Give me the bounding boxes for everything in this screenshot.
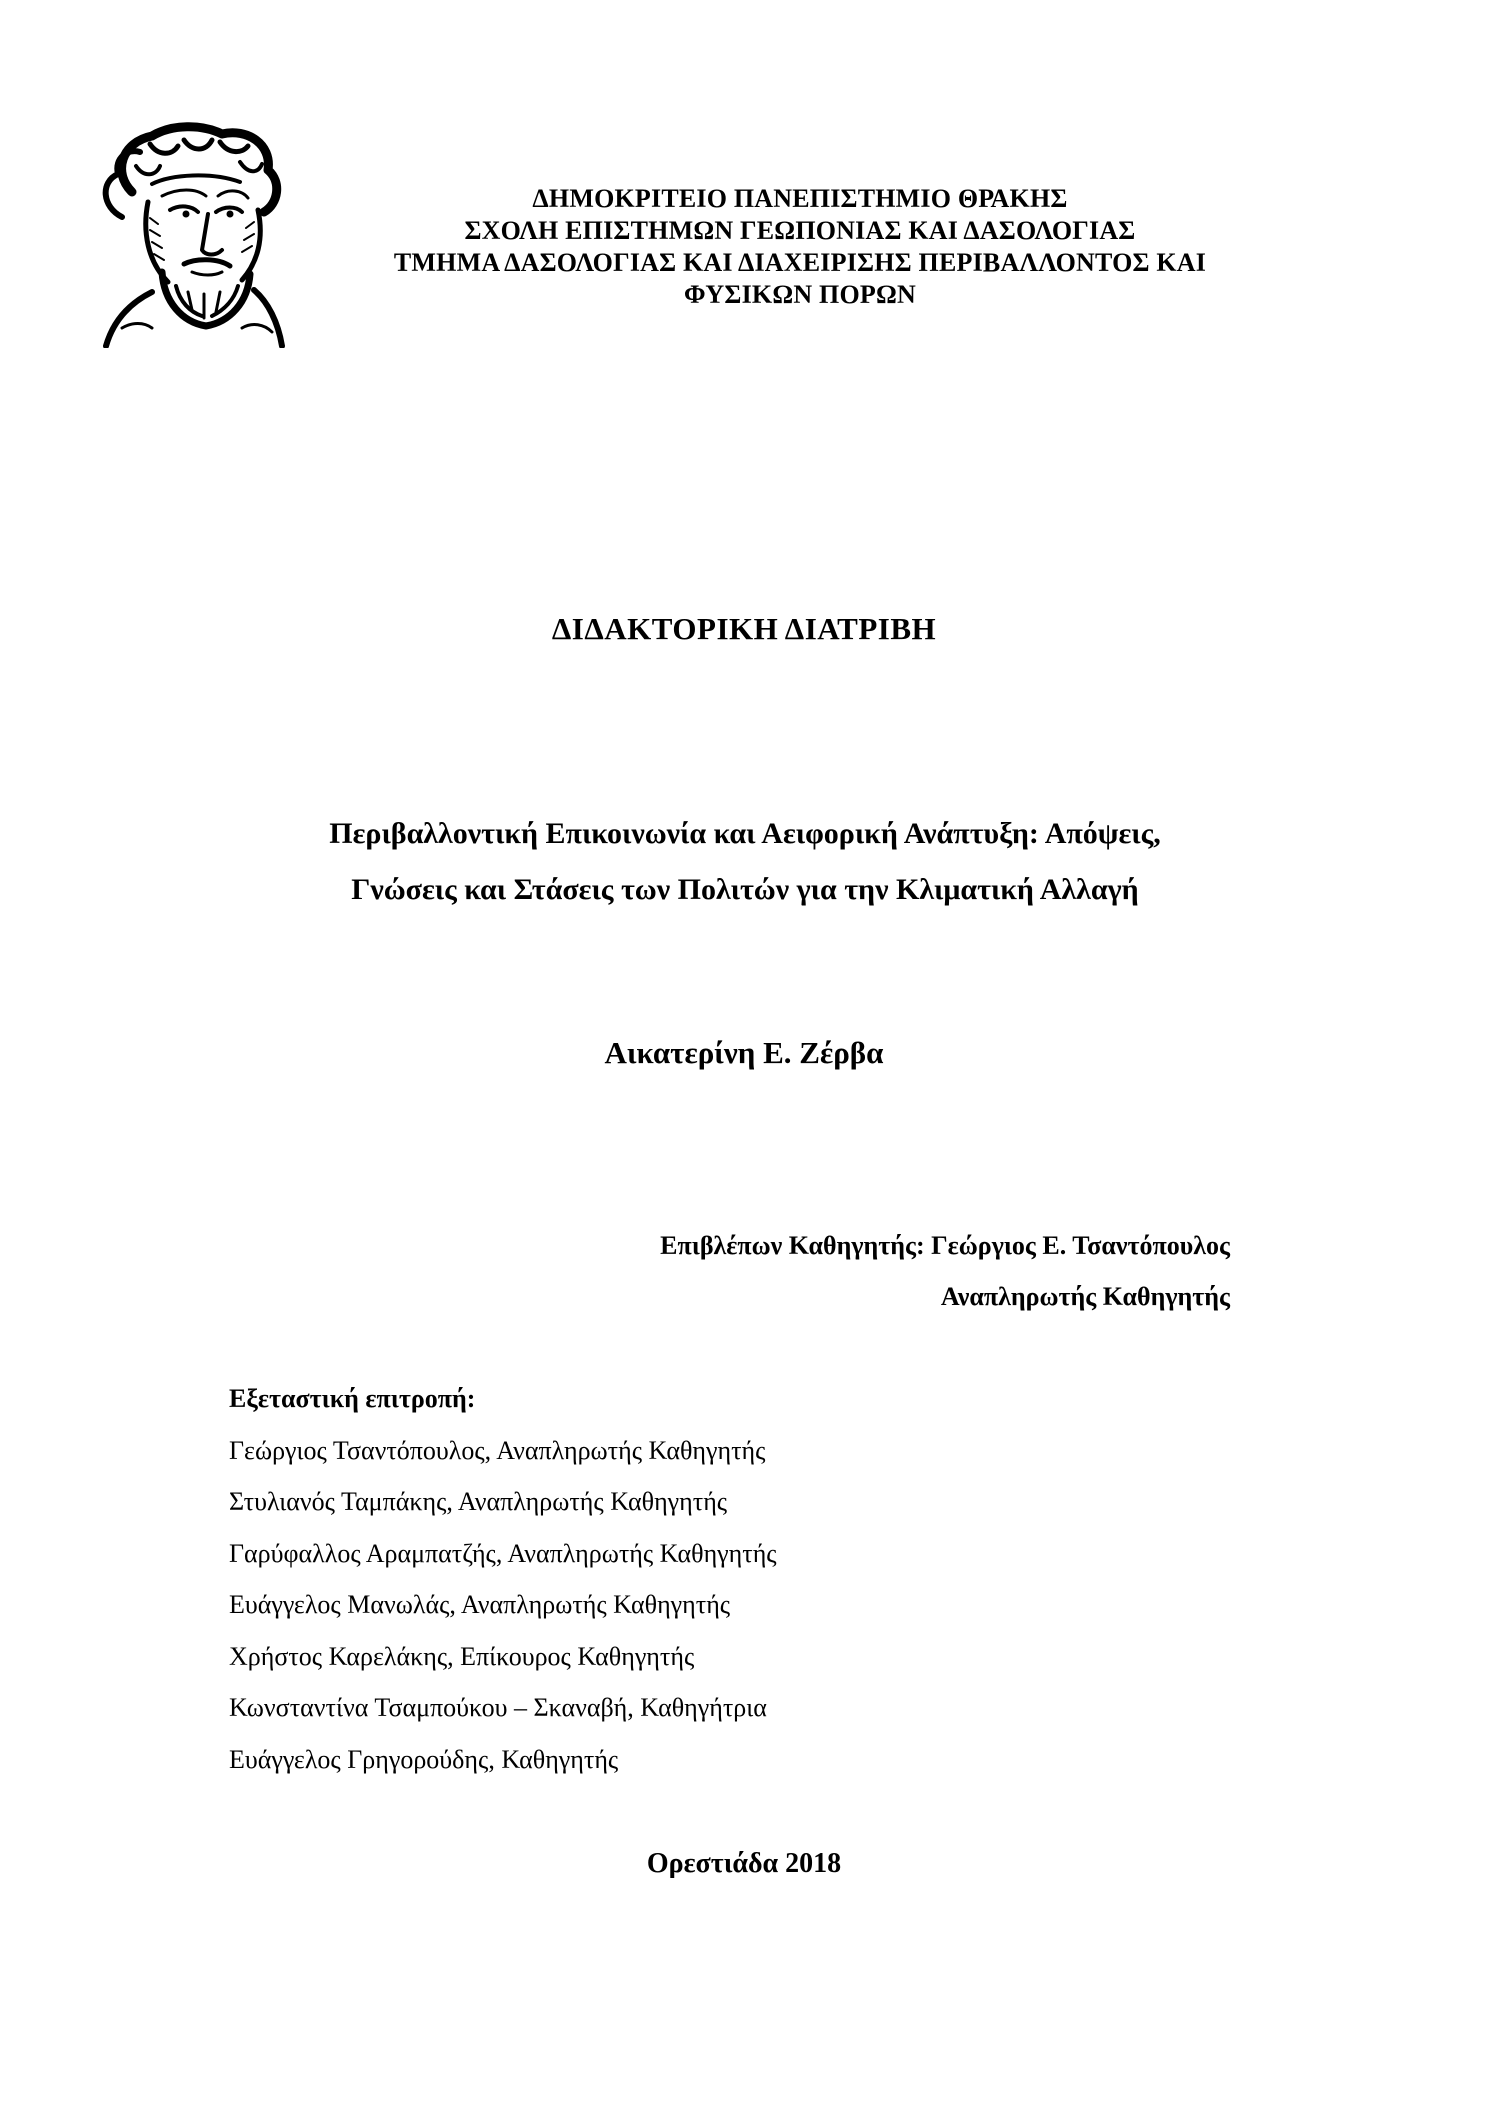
thesis-title-line2: Γνώσεις και Στάσεις των Πολιτών για την Κλιματική Αλλαγή (351, 873, 1139, 906)
thesis-title-line1: Περιβαλλοντική Επικοινωνία και Αειφορική Ανάπτυξη: Απόψεις, (329, 817, 1161, 850)
place-and-year: Ορεστιάδα 2018 (646, 1848, 842, 1879)
supervisor-block (660, 1220, 1230, 1322)
democritus-bust-engraving-logo (92, 122, 292, 348)
examination-committee (229, 1373, 777, 1785)
author-name: Αικατερίνη Ε. Ζέρβα (604, 1035, 884, 1070)
supervisor-name: Επιβλέπων Καθηγητής: Γεώργιος Ε. Τσαντόπουλος (660, 1231, 1230, 1260)
university-header (270, 183, 1330, 311)
thesis-title (140, 806, 1350, 918)
committee-list (229, 1425, 777, 1786)
supervisor-rank: Αναπληρωτής Καθηγητής (940, 1282, 1230, 1311)
department-name-line1: ΤΜΗΜΑ ΔΑΣΟΛΟΓΙΑΣ ΚΑΙ ΔΙΑΧΕΙΡΙΣΗΣ ΠΕΡΙΒΑΛΛΟΝΤΟΣ ΚΑΙ (393, 248, 1207, 277)
committee-member: Γαρύφαλλος Αραμπατζής, Αναπληρωτής Καθηγητής (229, 1538, 777, 1568)
committee-member: Ευάγγελος Γρηγορούδης, Καθηγητής (229, 1744, 619, 1774)
university-name: ΔΗΜΟΚΡΙΤΕΙΟ ΠΑΝΕΠΙΣΤΗΜΙΟ ΘΡΑΚΗΣ (532, 184, 1068, 213)
committee-member: Κωνσταντίνα Τσαμπούκου – Σκαναβή, Καθηγήτρια (229, 1693, 767, 1722)
committee-member: Ευάγγελος Μανωλάς, Αναπληρωτής Καθηγητής (229, 1590, 731, 1619)
department-name-line2: ΦΥΣΙΚΩΝ ΠΟΡΩΝ (684, 280, 916, 309)
committee-heading: Εξεταστική επιτροπή: (229, 1384, 476, 1413)
committee-member: Στυλιανός Ταμπάκης, Αναπληρωτής Καθηγητής (229, 1487, 728, 1516)
committee-member: Χρήστος Καρελάκης, Επίκουρος Καθηγητής (229, 1641, 695, 1671)
document-type: ΔΙΔΑΚΤΟΡΙΚΗ ΔΙΑΤΡΙΒΗ (551, 611, 937, 646)
committee-member: Γεώργιος Τσαντόπουλος, Αναπληρωτής Καθηγητής (229, 1435, 766, 1465)
school-name: ΣΧΟΛΗ ΕΠΙΣΤΗΜΩΝ ΓΕΩΠΟΝΙΑΣ ΚΑΙ ΔΑΣΟΛΟΓΙΑΣ (464, 216, 1136, 245)
